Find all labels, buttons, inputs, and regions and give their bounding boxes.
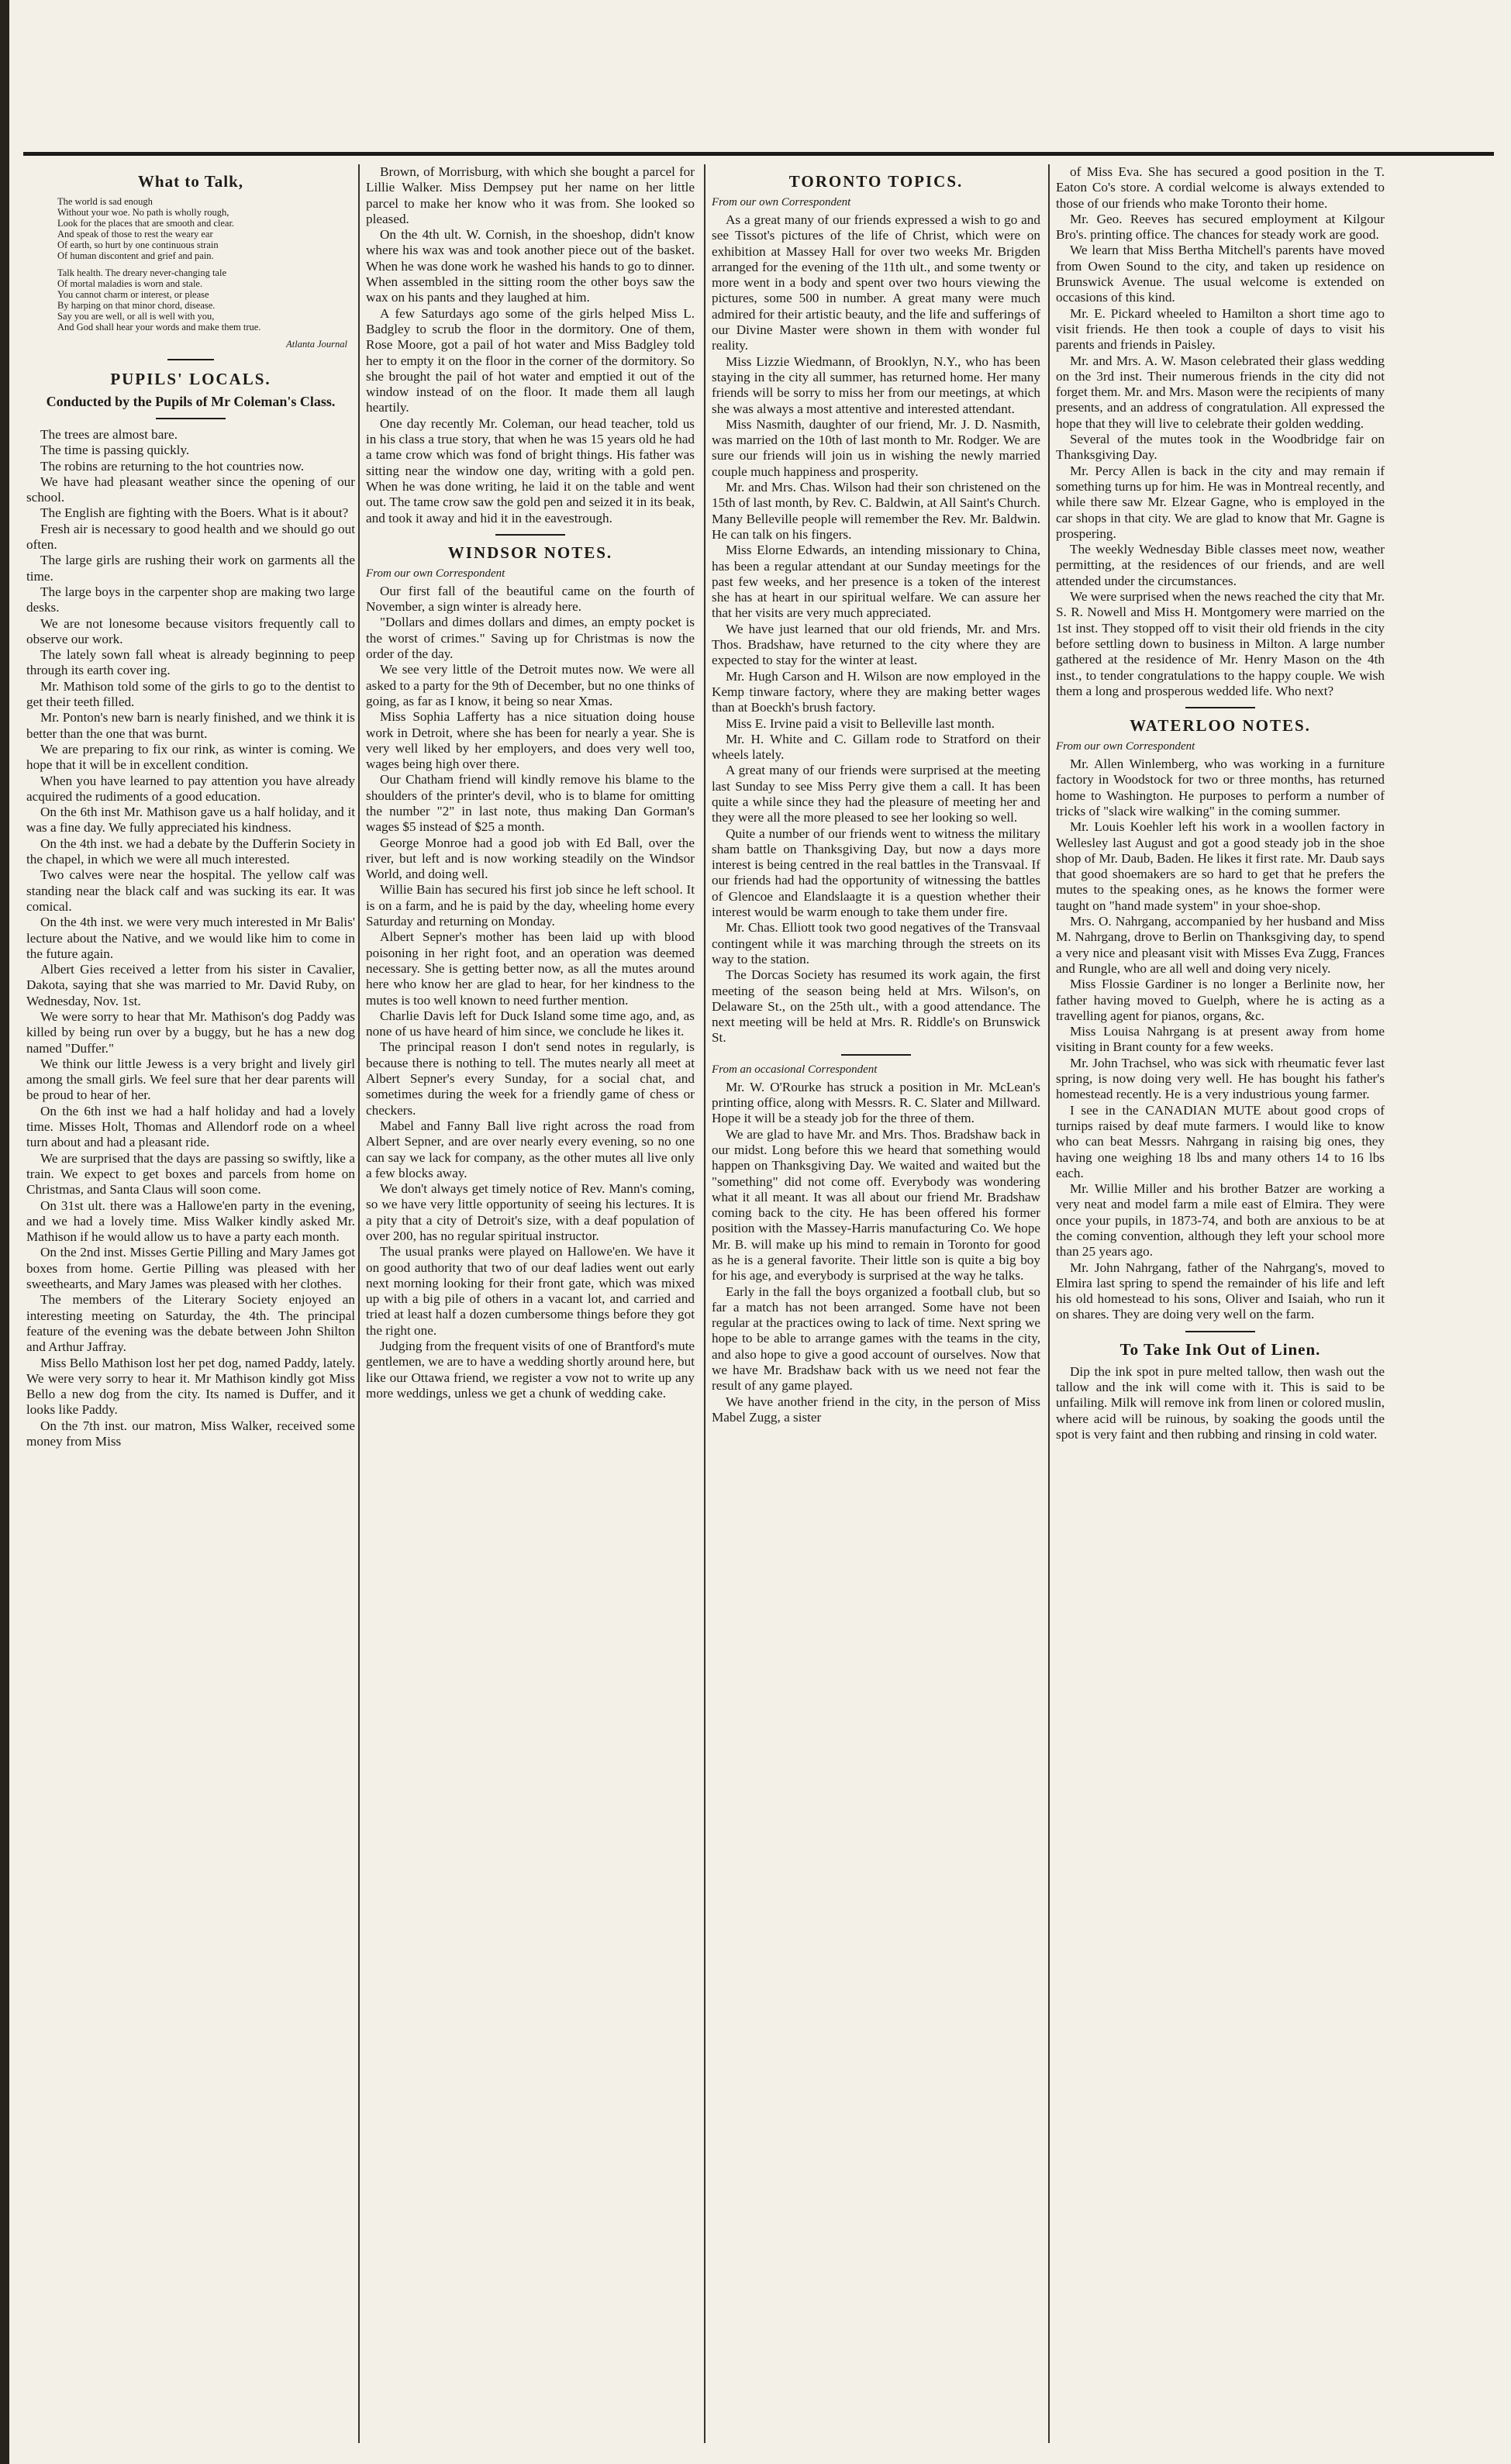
paragraph: Mr. and Mrs. A. W. Mason celebrated their glass wedding on the 3rd inst. Their numerous friends in the city did not forget them. Mr. and Mrs. Mason were the recipients of many presents, and an address of congratulation. All expressed the hope that they will live to celebrate their golden wedding. <box>1056 353 1385 431</box>
paragraph: The lately sown fall wheat is already beginning to peep through its earth cover ing. <box>26 647 355 678</box>
paragraph: We have had pleasant weather since the opening of our school. <box>26 474 355 505</box>
paragraph: Albert Sepner's mother has been laid up with blood poisoning in her right foot, and an operation was deemed necessary. She is getting better now, as all the mutes around here who know her are glad to hear, for her kindness to the mutes is too well known to need further mention. <box>366 929 695 1008</box>
paragraph: Miss Louisa Nahrgang is at present away from home visiting in Brant county for a few weeks. <box>1056 1024 1385 1055</box>
poem-line: Of human discontent and grief and pain. <box>57 250 214 261</box>
toronto-topics-continued <box>1056 164 1385 699</box>
paragraph: On the 6th inst Mr. Mathison gave us a half holiday, and it was a fine day. We fully appreciated his kindness. <box>26 805 355 836</box>
paragraph: Mr. Chas. Elliott took two good negatives of the Transvaal contingent while it was marching through the streets on its way to the station. <box>712 920 1040 967</box>
column-4 <box>1056 164 1385 2451</box>
paragraph: On the 4th inst. we were very much interested in Mr Balis' lecture about the Native, and we would like him to come in the future again. <box>26 915 355 961</box>
paragraph: Mr. Hugh Carson and H. Wilson are now employed in the Kemp tinware factory, where they are making better wages than at Boeckh's brush factory. <box>712 668 1040 715</box>
column-2 <box>366 164 695 2451</box>
paragraph: We see very little of the Detroit mutes now. We were all asked to a party for the 9th of December, but no one thinks of going, as far as I know, it being so near Xmas. <box>366 662 695 708</box>
poem <box>26 196 355 350</box>
paragraph: On the 4th ult. W. Cornish, in the shoeshop, didn't know where his wax was and took another piece out of the basket. When he was done work he washed his hands to go to dinner. When assembled in the sitting room the other boys saw the wax on his pants and they laughed at him. <box>366 227 695 305</box>
column-3 <box>712 164 1040 2451</box>
poem-line: The world is sad enough <box>57 196 153 207</box>
paragraph: As a great many of our friends expressed a wish to go and see Tissot's pictures of the life of Christ, which were on exhibition at Massey Hall for over two weeks Mr. Brigden arranged for the evening of the 11th ult., and some twenty or more went in a body and spent over two hours viewing the pictures, some 500 in number. A great many were much admired for their artistic beauty, and the life and sufferings of our Divine Master were shown in them with wonder ful reality. <box>712 212 1040 353</box>
column-rule <box>358 164 360 2443</box>
windsor-dateline: From our own Correspondent <box>366 567 505 580</box>
ink-tip-heading: To Take Ink Out of Linen. <box>1119 1339 1321 1359</box>
paragraph: When you have learned to pay attention you have already acquired the rudiments of a good education. <box>26 773 355 804</box>
column-rule <box>704 164 705 2443</box>
waterloo-notes-heading: WATERLOO NOTES. <box>1130 716 1311 736</box>
paragraph: Mr. E. Pickard wheeled to Hamilton a short time ago to visit friends. He then took a couple of days to visit his parents and friends in Paisley. <box>1056 305 1385 353</box>
paragraph: Mr. John Trachsel, who was sick with rheumatic fever last spring, is now doing very well. He has bought his father's homestead recently. He is a very industrious young farmer. <box>1056 1055 1385 1102</box>
waterloo-notes-body <box>1056 756 1385 1323</box>
poem-line: And speak of those to rest the weary ear <box>57 229 213 240</box>
paragraph: Miss Bello Mathison lost her pet dog, named Paddy, lately. We were very sorry to hear it. Mr Mathison kindly got Miss Bello a new dog from the city. Its named is Duffer, and it looks like Paddy. <box>26 1355 355 1418</box>
paragraph: We have just learned that our old friends, Mr. and Mrs. Thos. Bradshaw, have returned to the city where they are expected to stay for the winter at least. <box>712 621 1040 668</box>
paragraph: Brown, of Morrisburg, with which she bought a parcel for Lillie Walker. Miss Dempsey put her name on her little parcel to make her know who it was from. She looked so pleased. <box>366 164 695 226</box>
toronto-topics-occasional-body <box>712 1080 1040 1426</box>
windsor-notes-body <box>366 584 695 1401</box>
toronto-topics-body <box>712 212 1040 1046</box>
poem-line: Of mortal maladies is worn and stale. <box>57 278 203 289</box>
paragraph: Two calves were near the hospital. The yellow calf was standing near the black calf and was sucking its ear. It was comical. <box>26 867 355 914</box>
paragraph: Willie Bain has secured his first job since he left school. It is on a farm, and he is paid by the day, wheeling home every Saturday and returning on Monday. <box>366 882 695 929</box>
paragraph: We have another friend in the city, in the person of Miss Mabel Zugg, a sister <box>712 1394 1040 1425</box>
poem-line: By harping on that minor chord, disease. <box>57 300 216 311</box>
paragraph: Mr. W. O'Rourke has struck a position in Mr. McLean's printing office, along with Messrs. R. C. Slater and Millward. Hope it will be a steady job for the three of them. <box>712 1079 1040 1126</box>
paragraph: Mr. Ponton's new barn is nearly finished, and we think it is better than the one that was burnt. <box>26 710 355 741</box>
paragraph: Miss Flossie Gardiner is no longer a Berlinite now, her father having moved to Guelph, where he is acting as a travelling agent for pianos, organs, &c. <box>1056 977 1385 1023</box>
section-divider <box>1185 1331 1255 1332</box>
paragraph: The members of the Literary Society enjoyed an interesting meeting on Saturday, the 4th. The principal feature of the evening was the debate between John Shilton and Arthur Jaffray. <box>26 1292 355 1355</box>
paragraph: We are preparing to fix our rink, as winter is coming. We hope that it will be in excellent condition. <box>26 741 355 773</box>
paragraph: We are not lonesome because visitors frequently call to observe our work. <box>26 615 355 646</box>
paragraph: We learn that Miss Bertha Mitchell's parents have moved from Owen Sound to the city, and taken up residence on Brunswick Avenue. The usual welcome is extended on occasions of this kind. <box>1056 243 1385 305</box>
poem-line: Without your woe. No path is wholly rough, <box>57 207 229 218</box>
paragraph: We are glad to have Mr. and Mrs. Thos. Bradshaw back in our midst. Long before this we heard that something would happen on Thanksgiving Day. We waited and waited but the "something" did not come off. Everybody was wondering what it all meant. It was all about our friend Mr. Bradshaw coming back to the city. He has been offered his former position with the Massey-Harris manufacturing Co. We hope Mr. B. will make up his mind to remain in Toronto for good as he is a general favorite. Their little son is quite a big boy for his age, and everybody is surprised at the way he talks. <box>712 1126 1040 1284</box>
page-edge-shadow <box>0 0 9 2464</box>
paragraph: We were sorry to hear that Mr. Mathison's dog Paddy was killed by being run over by a buggy, but he has a new dog named "Duffer." <box>26 1008 355 1056</box>
paragraph: Miss Elorne Edwards, an intending missionary to China, has been a regular attendant at our Sunday meetings for the past few weeks, and her presence is a token of the interest she has at heart in our spiritual welfare. We can assure her that her visits are very much appreciated. <box>712 543 1040 621</box>
poem-line: You cannot charm or interest, or please <box>57 289 209 300</box>
paragraph: A few Saturdays ago some of the girls helped Miss L. Badgley to scrub the floor in the dormitory. One of them, Rose Moore, got a pail of hot water and Miss Badgley told her to empty it on the floor in the corner of the dormitory. So she brought the pail of hot water and emptied it out of the window instead of on the floor. It made them all laugh heartily. <box>366 305 695 415</box>
paragraph: Fresh air is necessary to good health and we should go out often. <box>26 521 355 553</box>
paragraph: I see in the CANADIAN MUTE about good crops of turnips raised by deaf mute farmers. I would like to know who can beat Messrs. Nahrgang in raising big ones, they having one weighing 18 lbs and many others 14 to 16 lbs each. <box>1056 1102 1385 1180</box>
paragraph: Several of the mutes took in the Woodbridge fair on Thanksgiving Day. <box>1056 432 1385 463</box>
section-divider <box>167 359 214 360</box>
header-rule <box>23 152 1494 156</box>
poem-line: And God shall hear your words and make them true. <box>57 322 261 333</box>
waterloo-dateline: From our own Correspondent <box>1056 740 1195 753</box>
column-rule <box>1048 164 1050 2443</box>
paragraph: Our Chatham friend will kindly remove his blame to the shoulders of the printer's devil, who is to blame for omitting the number "2" in last note, thus making Dan Gorman's wages $5 instead of $25 a month. <box>366 772 695 835</box>
poem-line: Look for the places that are smooth and clear. <box>57 218 235 229</box>
paragraph: On the 2nd inst. Misses Gertie Pilling and Mary James got boxes from home. Gertie Pilling was pleased with her sweethearts, and Mary James was pleased with her clothes. <box>26 1245 355 1292</box>
paragraph: The weekly Wednesday Bible classes meet now, weather permitting, at the residences of our friends, and are well attended under the circumstances. <box>1056 542 1385 588</box>
section-divider <box>1185 707 1255 708</box>
paragraph: Early in the fall the boys organized a football club, but so far a match has not been arranged. Some have not been regular at the practices owing to lack of time. Next spring we hope to be able to arrange games with the teams in the city, and also hope to give a good account of ourselves. Now that we have Mr. Bradshaw back with us we need not fear the result of any game played. <box>712 1284 1040 1394</box>
paragraph: Mr. John Nahrgang, father of the Nahrgang's, moved to Elmira last spring to spend the remainder of his life and left his old homestead to his sons, Oliver and Isaiah, who run it on shares. They are doing very well on the farm. <box>1056 1260 1385 1322</box>
poem-stanza <box>26 196 355 261</box>
windsor-notes-heading: WINDSOR NOTES. <box>447 543 613 562</box>
paragraph: One day recently Mr. Coleman, our head teacher, told us in his class a true story, that when he was 15 years old he had a tame crow which was fond of bright things. His father was sitting near the window one day, writing with a gold pen. When he was done writing, he laid it on the table and went out. The tame crow saw the gold pen and seized it in its beak, and took it away and hid it in the eavestrough. <box>366 415 695 526</box>
paragraph: Mr. Louis Koehler left his work in a woollen factory in Wellesley last August and got a good steady job in the shoe shop of Mr. Daub, Baden. He likes it first rate. Mr. Daub says that good shoemakers are so hard to get that he prefers the mutes to the speaking ones, as he knows the former were taught on "hand made system" in your shoe-shop. <box>1056 819 1385 913</box>
paragraph: On 31st ult. there was a Hallowe'en party in the evening, and we had a lovely time. Miss Walker kindly asked Mr. Mathison if he would allow us to have a party each month. <box>26 1198 355 1245</box>
paragraph: The English are fighting with the Boers. What is it about? <box>40 505 349 521</box>
toronto-topics-heading: TORONTO TOPICS. <box>788 172 964 191</box>
paragraph: On the 6th inst we had a half holiday and had a lovely time. Misses Holt, Thomas and Allendorf rode on a wheel turn about and had a pleasant ride. <box>26 1103 355 1150</box>
paragraph: Albert Gies received a letter from his sister in Cavalier, Dakota, saying that she was married to Mr. David Ruby, on Wednesday, Nov. 1st. <box>26 962 355 1008</box>
paragraph: Our first fall of the beautiful came on the fourth of November, a sign winter is already here. <box>366 583 695 615</box>
poem-line: Of earth, so hurt by one continuous strain <box>57 240 219 250</box>
paragraph: Miss E. Irvine paid a visit to Belleville last month. <box>726 715 995 731</box>
paragraph: The principal reason I don't send notes in regularly, is because there is nothing to tell. The mutes nearly all meet at Albert Sepner's every Sunday, for a social chat, and sometimes during the week for a friendly game of chess or checkers. <box>366 1039 695 1118</box>
paragraph: Mrs. O. Nahrgang, accompanied by her husband and Miss M. Nahrgang, drove to Berlin on Thanksgiving day, to spend a very nice and pleasant visit with Misses Eva Zugg, Frances and Rungle, who are all well and doing very nicely. <box>1056 914 1385 976</box>
section-divider <box>156 418 226 419</box>
toronto-dateline-occasional: From an occasional Correspondent <box>712 1063 878 1076</box>
paragraph: Miss Sophia Lafferty has a nice situation doing house work in Detroit, where she has been for nearly a year. She is very well liked by her employers, and does very well too, wages being high over there. <box>366 709 695 772</box>
paragraph: The trees are almost bare. <box>40 427 178 442</box>
paragraph: Mr. Willie Miller and his brother Batzer are working a very neat and model farm a mile east of Elmira. They were once your pupils, in 1873-74, and both are anxious to be at the coming convention, although they left your school more than 25 years ago. <box>1056 1181 1385 1260</box>
paragraph: A great many of our friends were surprised at the meeting last Sunday to see Miss Perry give them a call. It has been quite a while since they had the pleasure of meeting her and they were all the more pleased to see her looking so well. <box>712 763 1040 825</box>
paragraph: Mr. Allen Winlemberg, who was working in a furniture factory in Woodstock for two or three months, has returned home to Washington. He purposes to perform a number of tricks of "slack wire walking" in the coming summer. <box>1056 756 1385 818</box>
paragraph: Judging from the frequent visits of one of Brantford's mute gentlemen, we are to have a wedding shortly around here, but like our Ottawa friend, we register a vow not to write up any more weddings, unless we get a chunk of wedding cake. <box>366 1339 695 1401</box>
paragraph: Mr. Percy Allen is back in the city and may remain if something turns up for him. He was in Montreal recently, and while there saw Mr. Elzear Gagne, who is employed in the car shops in that city. We are glad to know that Mr. Gagne is prospering. <box>1056 463 1385 541</box>
paragraph: We don't always get timely notice of Rev. Mann's coming, so we have very little opportunity of seeing his lectures. It is a pity that a city of Detroit's size, with a deaf population of over 200, has no regular spiritual instructor. <box>366 1181 695 1243</box>
poem-title: What to Talk, <box>137 172 244 191</box>
paragraph: Quite a number of our friends went to witness the military sham battle on Thanksgiving Day, but now a days more interest is being centred in the real battles in the Transvaal. If our friends had had the opportunity of witnessing the battles of Glencoe and Elandslaagte it is a question whether their interest would be warm enough to take them under fire. <box>712 825 1040 920</box>
pupils-locals-body <box>26 427 355 1449</box>
paragraph: Miss Lizzie Wiedmann, of Brooklyn, N.Y., who has been staying in the city all summer, has returned home. Her many friends will be sorry to miss her from our meetings, at which she was always a most attentive and interested attendant. <box>712 353 1040 416</box>
ink-tip-body <box>1056 1364 1385 1442</box>
column-1 <box>26 164 355 2451</box>
paragraph: The large boys in the carpenter shop are making two large desks. <box>26 584 355 615</box>
paragraph: Mr. H. White and C. Gillam rode to Stratford on their wheels lately. <box>712 731 1040 763</box>
paragraph: The Dorcas Society has resumed its work again, the first meeting of the season being held at Mrs. Wilson's, on Delaware St., on the 25th ult., with a good attendance. The next meeting will be held at Mrs. R. Riddle's on Brunswick St. <box>712 967 1040 1046</box>
pupils-locals-subheading: Conducted by the Pupils of Mr Coleman's Class. <box>46 394 336 409</box>
paragraph: The time is passing quickly. <box>40 443 190 458</box>
paragraph: The robins are returning to the hot countries now. <box>40 458 305 474</box>
poem-line: Talk health. The dreary never-changing tale <box>57 267 226 278</box>
pupils-locals-continued <box>366 164 695 526</box>
section-divider <box>841 1054 911 1056</box>
paragraph: Mr. Geo. Reeves has secured employment at Kilgour Bro's. printing office. The chances for steady work are good. <box>1056 211 1385 243</box>
section-divider <box>495 534 565 536</box>
paragraph: Mr. Mathison told some of the girls to go to the dentist to get their teeth filled. <box>26 678 355 710</box>
poem-line: Say you are well, or all is well with you, <box>57 311 215 322</box>
poem-source: Atlanta Journal <box>286 339 347 350</box>
paragraph: "Dollars and dimes dollars and dimes, an empty pocket is the worst of crimes." Saving up for Christmas is now the order of the day. <box>366 615 695 662</box>
poem-stanza <box>26 267 355 333</box>
paragraph: Miss Nasmith, daughter of our friend, Mr. J. D. Nasmith, was married on the 10th of last month to Mr. Rodger. We are sure our friends will join us in wishing the newly married couple much happiness and prosperity. <box>712 416 1040 479</box>
paragraph: Mabel and Fanny Ball live right across the road from Albert Sepner, and are over nearly every evening, so no one can say we lack for company, as the other mutes all live only a few blocks away. <box>366 1118 695 1180</box>
paragraph: The usual pranks were played on Hallowe'en. We have it on good authority that two of our deaf ladies went out early next morning looking for their front gate, which was mixed up with a big pile of others in a vacant lot, and carried and tried at least half a dozen cumbersome things before they got the right one. <box>366 1244 695 1338</box>
paragraph: Dip the ink spot in pure melted tallow, then wash out the tallow and the ink will come with it. This is said to be unfailing. Milk will remove ink from linen or colored muslin, where acid will be ruinous, by soaking the goods until the spot is very faint and then rubbing and rinsing in cold water. <box>1056 1363 1385 1442</box>
pupils-locals-heading: PUPILS' LOCALS. <box>110 370 271 388</box>
paragraph: We are surprised that the days are passing so swiftly, like a train. We expect to get boxes and parcels from home on Christmas, and Santa Claus will soon come. <box>26 1150 355 1198</box>
paragraph: On the 7th inst. our matron, Miss Walker, received some money from Miss <box>26 1418 355 1449</box>
paragraph: George Monroe had a good job with Ed Ball, over the river, but left and is now working steadily on the Windsor World, and doing well. <box>366 835 695 882</box>
paragraph: The large girls are rushing their work on garments all the time. <box>26 553 355 584</box>
paragraph: Charlie Davis left for Duck Island some time ago, and, as none of us have heard of him since, we conclude he likes it. <box>366 1008 695 1039</box>
paragraph: On the 4th inst. we had a debate by the Dufferin Society in the chapel, in which we were all much interested. <box>26 836 355 867</box>
toronto-dateline: From our own Correspondent <box>712 196 851 208</box>
paragraph: We were surprised when the news reached the city that Mr. S. R. Nowell and Miss H. Montgomery were married on the 1st inst. They stopped off to visit their old friends in the city before settling down to business in Milton. A large number gathered at the residence of Mr. Henry Mason on the 4th inst., to tender congratulations to the happy couple. We wish them a long and prosperous wedded life. Who next? <box>1056 589 1385 698</box>
paragraph: We think our little Jewess is a very bright and lively girl among the small girls. We feel sure that her dear parents will be proud to hear of her. <box>26 1056 355 1103</box>
paragraph: Mr. and Mrs. Chas. Wilson had their son christened on the 15th of last month, by Rev. C. Baldwin, at All Saint's Church. Many Belleville people will remember the Rev. Mr. Baldwin. He can talk on his fingers. <box>712 480 1040 542</box>
paragraph: of Miss Eva. She has secured a good position in the T. Eaton Co's store. A cordial welcome is always extended to those of our friends who make Toronto their home. <box>1056 164 1385 211</box>
